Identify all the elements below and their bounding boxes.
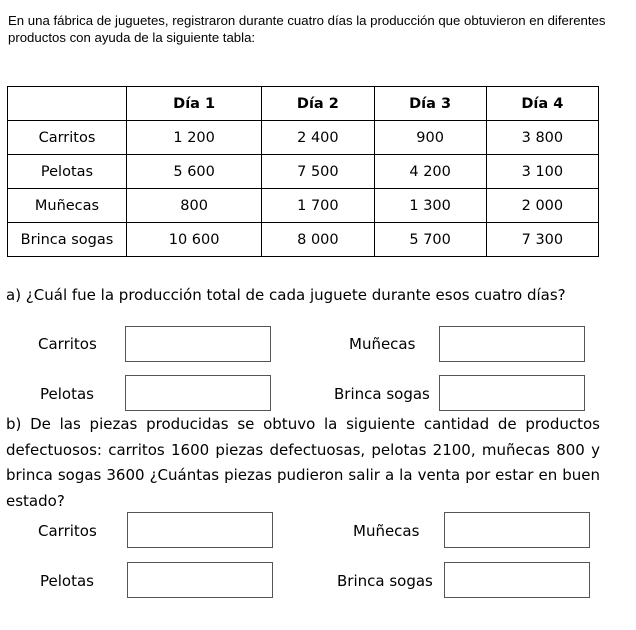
answer-box-brinca-sogas-b[interactable] bbox=[444, 562, 590, 598]
header-day-2: Día 2 bbox=[262, 87, 374, 121]
table-cell: 800 bbox=[127, 189, 262, 223]
table-cell: 8 000 bbox=[262, 223, 374, 257]
label-carritos-a: Carritos bbox=[38, 335, 97, 353]
answer-box-pelotas-a[interactable] bbox=[125, 375, 271, 411]
row-label: Muñecas bbox=[8, 189, 127, 223]
label-pelotas-b: Pelotas bbox=[40, 572, 94, 590]
answer-box-carritos-b[interactable] bbox=[127, 512, 273, 548]
problem-intro: En una fábrica de juguetes, registraron durante cuatro días la producción que obtuvieron en diferentes productos con ayuda de la siguiente tabla: bbox=[8, 13, 606, 45]
answer-box-brinca-sogas-a[interactable] bbox=[439, 375, 585, 411]
table-header-row bbox=[8, 87, 599, 121]
question-a: a) ¿Cuál fue la producción total de cada juguete durante esos cuatro días? bbox=[6, 286, 566, 304]
row-label: Brinca sogas bbox=[8, 223, 127, 257]
row-label: Carritos bbox=[8, 121, 127, 155]
table-cell: 900 bbox=[374, 121, 486, 155]
header-day-4: Día 4 bbox=[486, 87, 598, 121]
table-cell: 5 700 bbox=[374, 223, 486, 257]
answer-box-munecas-b[interactable] bbox=[444, 512, 590, 548]
table-row bbox=[8, 189, 599, 223]
header-day-1: Día 1 bbox=[127, 87, 262, 121]
answer-box-munecas-a[interactable] bbox=[439, 326, 585, 362]
table-cell: 1 200 bbox=[127, 121, 262, 155]
table-cell: 3 800 bbox=[486, 121, 598, 155]
header-day-3: Día 3 bbox=[374, 87, 486, 121]
table-row bbox=[8, 223, 599, 257]
table-cell: 2 000 bbox=[486, 189, 598, 223]
table-cell: 7 500 bbox=[262, 155, 374, 189]
answer-box-carritos-a[interactable] bbox=[125, 326, 271, 362]
answer-box-pelotas-b[interactable] bbox=[127, 562, 273, 598]
table-cell: 5 600 bbox=[127, 155, 262, 189]
table-cell: 7 300 bbox=[486, 223, 598, 257]
label-brinca-sogas-a: Brinca sogas bbox=[334, 385, 430, 403]
table-row bbox=[8, 121, 599, 155]
question-b: b) De las piezas producidas se obtuvo la siguiente cantidad de productos defectuosos: carritos 1600 piezas defectuosas, pelotas 2100, muñecas 800 y brinca sogas 3600 ¿Cuántas piezas pudieron salir a la venta por estar en buen estado? bbox=[6, 415, 600, 510]
table-cell: 2 400 bbox=[262, 121, 374, 155]
label-munecas-b: Muñecas bbox=[353, 522, 420, 540]
table-cell: 10 600 bbox=[127, 223, 262, 257]
label-carritos-b: Carritos bbox=[38, 522, 97, 540]
label-pelotas-a: Pelotas bbox=[40, 385, 94, 403]
production-table bbox=[7, 86, 599, 257]
table-row bbox=[8, 155, 599, 189]
table-cell: 4 200 bbox=[374, 155, 486, 189]
label-brinca-sogas-b: Brinca sogas bbox=[337, 572, 433, 590]
label-munecas-a: Muñecas bbox=[349, 335, 416, 353]
row-label: Pelotas bbox=[8, 155, 127, 189]
table-cell: 1 300 bbox=[374, 189, 486, 223]
table-cell: 1 700 bbox=[262, 189, 374, 223]
table-cell: 3 100 bbox=[486, 155, 598, 189]
header-empty bbox=[8, 87, 127, 121]
